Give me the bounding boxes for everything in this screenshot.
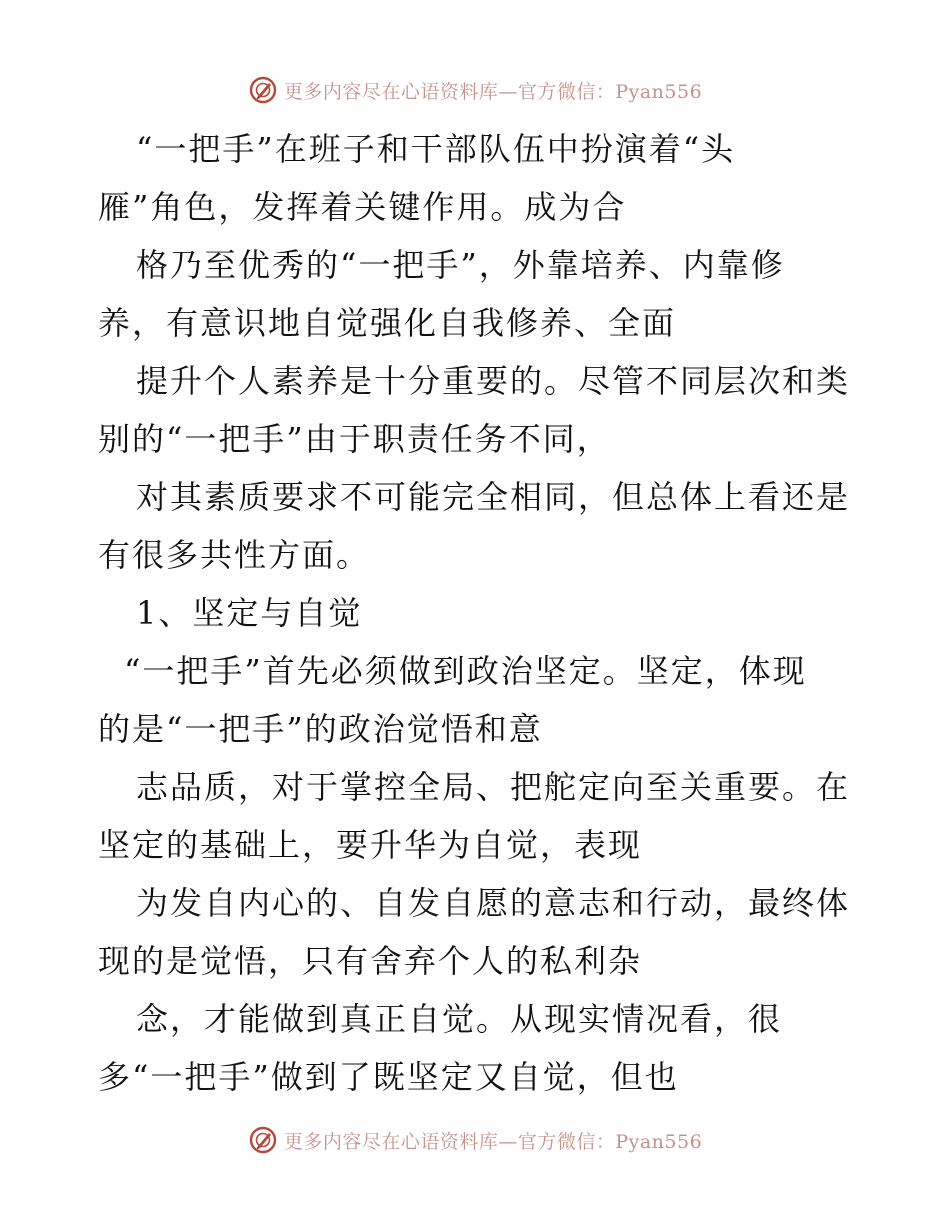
- pen-logo-icon: [248, 1125, 278, 1155]
- paragraph-line: 为发自内心的、自发自愿的意志和行动，最终体: [136, 884, 851, 922]
- paragraph-line: 志品质，对于掌控全局、把舵定向至关重要。在: [136, 768, 851, 806]
- paragraph-line: 对其素质要求不可能完全相同，但总体上看还是: [136, 478, 851, 516]
- paragraph-line: “一把手”首先必须做到政治坚定。坚定，体现: [124, 652, 807, 690]
- paragraph-line: 养，有意识地自觉强化自我修养、全面: [98, 304, 677, 342]
- paragraph-line: 有很多共性方面。: [98, 536, 371, 574]
- paragraph-line: 的是“一把手”的政治觉悟和意: [98, 710, 543, 748]
- paragraph-line: 格乃至优秀的“一把手”，外靠培养、内靠修: [136, 246, 785, 284]
- pen-logo-icon: [248, 75, 278, 105]
- paragraph-line: 别的“一把手”由于职责任务不同，: [98, 420, 611, 458]
- document-body: [98, 120, 868, 1106]
- paragraph-line: 雁”角色，发挥着关键作用。成为合: [98, 188, 627, 226]
- paragraph-line: 念，才能做到真正自觉。从现实情况看，很: [136, 1000, 783, 1038]
- paragraph-line: 现的是觉悟，只有舍弃个人的私利杂: [98, 942, 643, 980]
- section-heading: 1、坚定与自觉: [136, 594, 363, 632]
- paragraph-line: 提升个人素养是十分重要的。尽管不同层次和类: [136, 362, 851, 400]
- paragraph-line: 坚定的基础上，要升华为自觉，表现: [98, 826, 643, 864]
- footer-watermark: [0, 1120, 950, 1160]
- watermark-text: 更多内容尽在心语资料库—官方微信：Pyan556: [283, 1130, 703, 1153]
- header-watermark: [0, 70, 950, 110]
- paragraph-line: “一把手”在班子和干部队伍中扮演着“头: [136, 130, 736, 168]
- paragraph-line: 多“一把手”做到了既坚定又自觉，但也: [98, 1058, 679, 1096]
- watermark-text: 更多内容尽在心语资料库—官方微信：Pyan556: [283, 80, 703, 103]
